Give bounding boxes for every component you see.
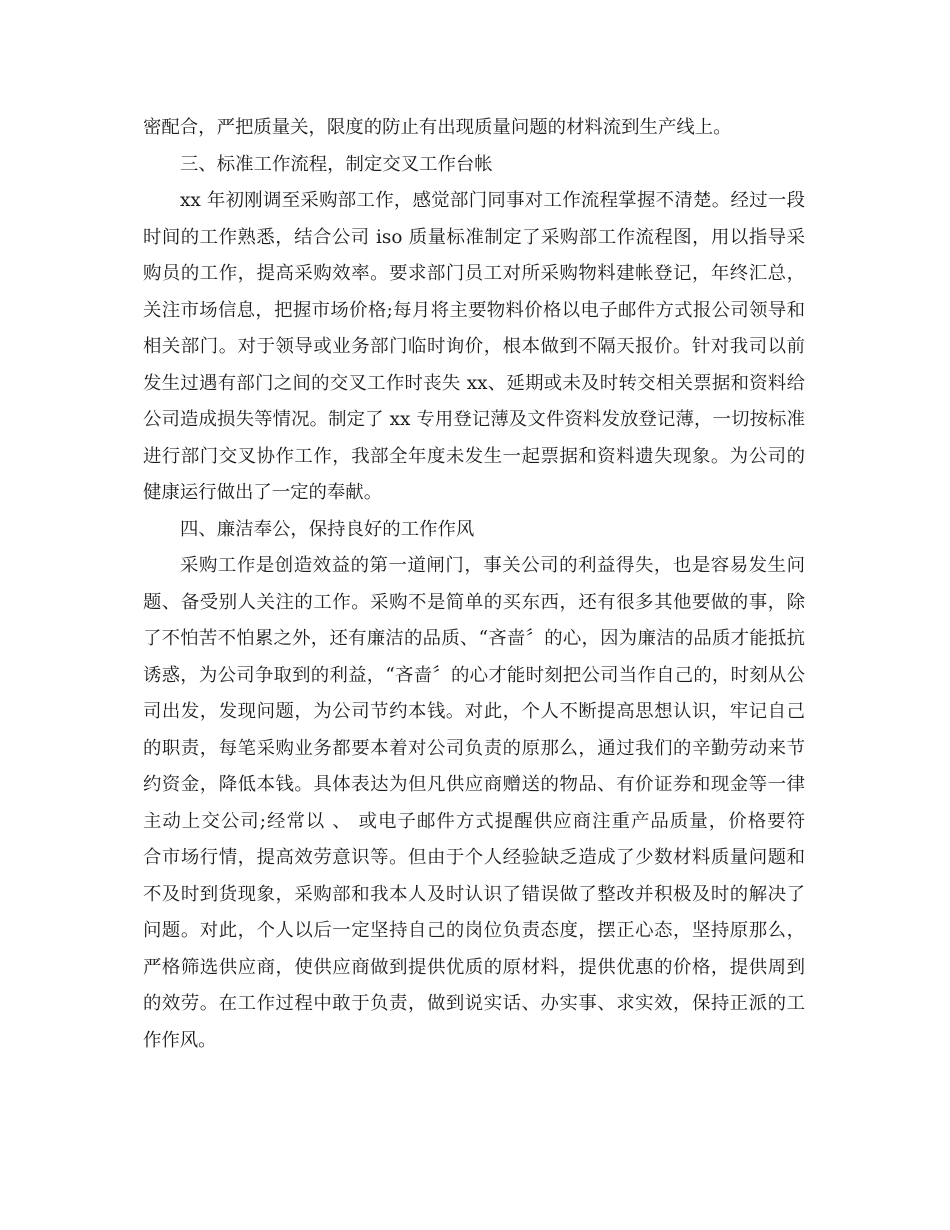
paragraph-line: 公司造成损失等情况。制定了 xx 专用登记薄及文件资料发放登记薄，一切按标准 — [143, 409, 805, 430]
paragraph-line: 时间的工作熟悉，结合公司 iso 质量标准制定了采购部工作流程图，用以指导采 — [143, 226, 805, 248]
paragraph-line: 问题。对此，个人以后一定坚持自己的岗位负责态度，摆正心态，坚持原那么， — [143, 920, 805, 941]
paragraph-line: 作作风。 — [143, 1029, 217, 1051]
paragraph-line: 主动上交公司;经常以 、 或电子邮件方式提醒供应商注重产品质量，价格要符 — [143, 810, 805, 832]
paragraph-line: 诱惑，为公司争取到的利益，“吝啬〞的心才能时刻把公司当作自己的，时刻从公 — [143, 664, 805, 686]
paragraph-line: 不及时到货现象，采购部和我本人及时认识了错误做了整改并积极及时的解决了 — [143, 883, 805, 905]
paragraph-line: 了不怕苦不怕累之外，还有廉洁的品质、“吝啬〞的心，因为廉洁的品质才能抵抗 — [143, 628, 805, 649]
paragraph-line: 健康运行做出了一定的奉献。 — [143, 482, 383, 503]
paragraph-line: 进行部门交叉协作工作，我部全年度未发生一起票据和资料遗失现象。为公司的 — [143, 445, 805, 467]
paragraph-line: 采购工作是创造效益的第一道闸门，事关公司的利益得失，也是容易发生问 — [180, 555, 805, 576]
section-4-heading — [143, 512, 805, 549]
paragraph-line: 购员的工作，提高采购效率。要求部门员工对所采购物料建帐登记，年终汇总， — [143, 263, 805, 284]
paragraph-line: 的职责，每笔采购业务都要本着对公司负责的原那么，通过我们的辛勤劳动来节 — [143, 737, 805, 759]
paragraph-line: 合市场行情，提高效劳意识等。但由于个人经验缺乏造成了少数材料质量问题和 — [143, 847, 805, 868]
paragraph-line: 的效劳。在工作过程中敢于负责，做到说实话、办实事、求实效，保持正派的工 — [143, 993, 805, 1014]
paragraph-line: 密配合，严把质量关，限度的防止有出现质量问题的材料流到生产线上。 — [143, 117, 732, 138]
section-heading: 三、标准工作流程，制定交叉工作台帐 — [180, 153, 493, 175]
continued-paragraph — [143, 110, 805, 147]
section-heading: 四、廉洁奉公，保持良好的工作作风 — [180, 518, 475, 540]
paragraph-line: xx 年初刚调至采购部工作，感觉部门同事对工作流程掌握不清楚。经过一段 — [180, 190, 805, 211]
paragraph-line: 司出发，发现问题，为公司节约本钱。对此，个人不断提高思想认识，牢记自己 — [143, 701, 805, 722]
paragraph-line: 严格筛选供应商，使供应商做到提供优质的原材料，提供优惠的价格，提供周到 — [143, 956, 805, 978]
paragraph-line: 发生过遇有部门之间的交叉工作时丧失 xx、延期或未及时转交相关票据和资料给 — [143, 372, 805, 394]
paragraph-line: 相关部门。对于领导或业务部门临时询价，根本做到不隔天报价。针对我司以前 — [143, 336, 805, 357]
paragraph-line: 约资金，降低本钱。具体表达为但凡供应商赠送的物品、有价证券和现金等一律 — [143, 774, 805, 795]
section-4-paragraph — [143, 548, 805, 1059]
section-3-heading — [143, 147, 805, 184]
section-3-paragraph — [143, 183, 805, 512]
paragraph-line: 关注市场信息，把握市场价格;每月将主要物料价格以电子邮件方式报公司领导和 — [143, 299, 805, 321]
document-body — [143, 110, 805, 1059]
paragraph-line: 题、备受别人关注的工作。采购不是简单的买东西，还有很多其他要做的事，除 — [143, 591, 805, 613]
